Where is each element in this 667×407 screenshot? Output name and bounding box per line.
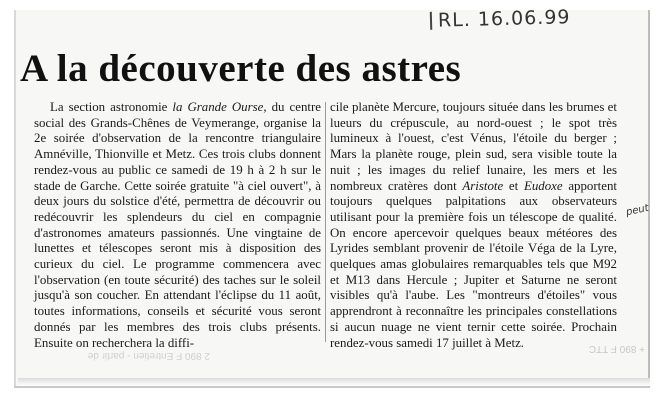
stamp-date: RL. 16.06.99 <box>437 6 571 32</box>
text-run: et <box>503 178 524 193</box>
article-column-left <box>34 100 321 351</box>
column-divider <box>325 102 326 342</box>
text-run: apportent toujours quelques palpitations aux observateurs utilisant pour la première fois un télescope de qualité. On encore apercevoir quelques beaux météores des Lyrides semblant provenir de l'étoile Véga de la Lyre, quelques amas globulaires remarquables tels que M92 et M13 dans Hercule ; Jupiter et Saturne ne seront visibles qu'à l'aube. Les "montreurs d'étoiles" vous apprendront à reconnaître les principales constellations si aucun nuage ne vient ternir cette soirée. Prochain rendez-vous samedi 17 juillet à Metz. <box>330 178 617 350</box>
crater-name: Eudoxe <box>523 178 563 193</box>
stamp-bar <box>430 12 432 30</box>
club-name: la Grande Ourse <box>172 100 264 114</box>
crater-name: Aristote <box>462 178 504 193</box>
text-run: , du centre social des Grands-Chênes de Veymerange, organise la 2e soirée d'observation de la rencontre triangulaire Amnéville, Thionville et Metz. Ces trois clubs donnent rendez-vous au public ce samedi de 19 h à 2 h sur le stade de Garche. Cette soirée gratuite "à ciel ouvert", à deux jours du solstice d'été, permettra de découvrir ou redécouvrir les splendeurs du ciel en compagnie d'astronomes amateurs passionnés. Une vingtaine de lunettes et télescopes seront mis à disposition des curieux du ciel. Le programme commencera avec l'observation (en toute sécurité) des taches sur le soleil jusqu'à son coucher. En attendant l'éclipse du 11 août, toutes informations, conseils et sécurité vous seront donnés par les membres des trois clubs présents. Ensuite on recherchera la diffi- <box>34 100 321 350</box>
text-run: cile planète Mercure, toujours située dans les brumes et lueurs du crépuscule, au nord-ouest ; le spot très lumineux à l'ouest, c'est Vénus, l'étoile du berger ; Mars la planète rouge, plein sud, sera visible toute la nuit ; les images du relief lunaire, les mers et les nombreux cratères dont <box>330 100 617 193</box>
article-column-right <box>330 100 617 351</box>
clipping-edge <box>14 10 16 386</box>
bleed-through-text: 2 890 F Entretien - partir de <box>87 350 210 361</box>
bleed-through-text: + 890 F TTC <box>588 343 645 354</box>
handwritten-annotation: peut <box>625 202 650 219</box>
article-headline: A la découverte des astres <box>20 47 462 90</box>
clipping-shadow <box>18 378 650 386</box>
paragraph-left <box>34 100 321 351</box>
date-stamp <box>430 6 571 32</box>
paragraph-right <box>330 100 617 351</box>
text-run: La section astronomie <box>50 100 173 114</box>
